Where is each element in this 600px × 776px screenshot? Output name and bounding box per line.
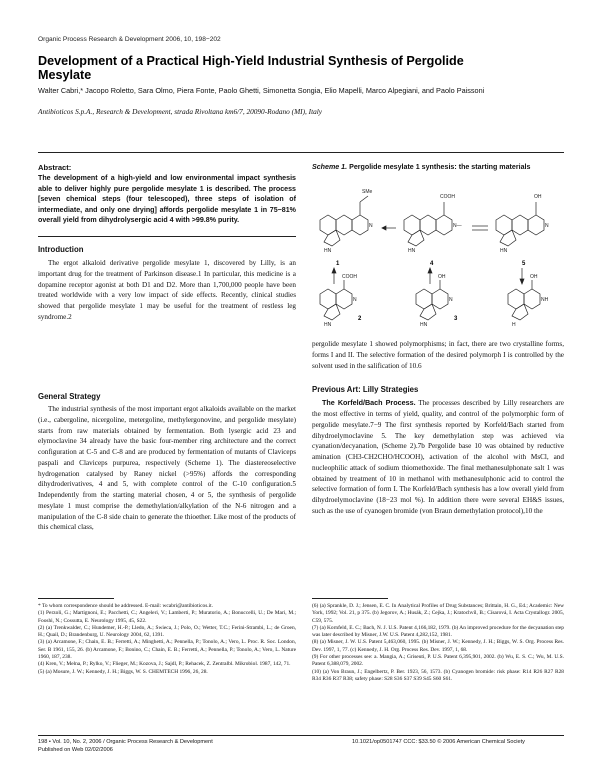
abstract-heading: Abstract: bbox=[38, 163, 72, 172]
footnote-2: (2) (a) Trenkwalder, C.; Hundemer, H.-P.; Lledo, A.; Swieca, J.; Polo, O.; Wetter, T.C.; Ferini-Strambi, L.; de Groen, H.; Quail, D.; Brandenburg, U. Neurology 2004, 62, 1391. bbox=[38, 624, 296, 639]
structure-elymoclavine-3 bbox=[416, 274, 458, 328]
previous-art-heading: Previous Art: Lilly Strategies bbox=[312, 385, 419, 395]
general-strategy-section bbox=[38, 392, 296, 533]
footnote-6: (6) (a) Sprankle, D. J.; Jensen, E. C. In Analytical Profiles of Drug Substances; Brittain, H. G., Ed.; Academic: New York, 1992; Vol. 21, p 375. (b) Jegorov, A.; Husák, Z.; Cejka, J.; Kratochvíl, B.; Císarová, I. Acta Crystallogr. 2005, C59, 575. bbox=[312, 603, 564, 624]
compound-label-3: 3 bbox=[454, 316, 458, 322]
abstract-text: The development of a high-yield and low environmental impact synthesis able to deliver highly pure pergolide mesylate 1 is described. The process [seven chemical steps (four telescoped), three steps of isolation of intermediate, and only one drying] affords pergolide mesylate 1 in 75−81% overall yield from dihydrolysergic acid 4 with >99.8% purity. bbox=[38, 174, 296, 225]
footer-left-line1: 198 • Vol. 10, No. 2, 2006 / Organic Process Research & Development bbox=[38, 739, 213, 745]
compound-label-5: 5 bbox=[522, 261, 526, 267]
footnote-8: (8) (a) Misner, J. W. U.S. Patent 5,463,060, 1995. (b) Misner, J. W.; Kennedy, J. H.; Biggs, W. S. Org. Process Res. Dev. 1997, 1, 77. (c) Kennedy, J. H. Org. Process Res. Dev. 1997, 1, 68. bbox=[312, 639, 564, 653]
footnote-9: (9) For other processes see: a. Mangia, A.; Griseuti, P. U.S. Patent 6,395,901, 2002. (b) Wu, E. S. C.; Wu, M. U.S. Patent 6,388,079, 2002. bbox=[312, 654, 564, 668]
scheme-caption-text: Pergolide mesylate 1 synthesis: the starting materials bbox=[349, 163, 531, 171]
arrowhead-left bbox=[382, 226, 386, 230]
footnotes-left bbox=[38, 603, 296, 676]
introduction-text: The ergot alkaloid derivative pergolide mesylate 1, discovered by Lilly, is an important drug for the treatment of Parkinson disease.1 In particular, this medicine is a dopamine receptor agonist at both D1 and D2. More than 1,700,000 people have been treated worldwide with a very low impact of side effects. Recently, clinical studies showed that pergolide mesylate 1 may be useful for the treatment of restless leg syndrome.2 bbox=[38, 259, 296, 321]
abstract-divider bbox=[38, 236, 296, 237]
footnote-correspondence: * To whom correspondence should be addressed. E-mail: wcabri@antibioticos.it. bbox=[38, 603, 213, 609]
atom-h-lower: H bbox=[512, 322, 516, 328]
continuation-text: pergolide mesylate 1 showed polymorphisms; in fact, there are two crystalline forms, forms I and II. The selective formation of the desired polymorph I is controlled by the solvent used in the salification of 10.6 bbox=[312, 340, 564, 370]
footnotes-right bbox=[312, 603, 564, 683]
atom-nh-lower: NH bbox=[541, 297, 549, 303]
affiliation: Antibioticos S.p.A., Research & Development, strada Rivoltana km6/7, 20090-Rodano (MI), Italy bbox=[38, 107, 323, 116]
footer-divider bbox=[38, 735, 564, 736]
footer-left-line2: Published on Web 02/02/2006 bbox=[38, 747, 113, 753]
scheme-caption bbox=[312, 163, 562, 172]
footnote-10: (10) (a) Von Braun, J.; Engelbertz, P. Ber. 1923, 56, 1573. (b) Cyanogen bromide: risk phase: R14 R26 R27 R28 R34 R36 R37 R38; safety phase: S28 S36 S37 S39 S45 S60 S61. bbox=[312, 668, 564, 682]
author-list: Walter Cabri,* Jacopo Roletto, Sara Olmo, Piera Fonte, Paolo Ghetti, Simonetta Songia, Elio Mapelli, Marco Alpegiani, and Paolo Paissoni bbox=[38, 86, 485, 95]
structure-dihydrolysergic-acid-4 bbox=[404, 194, 462, 267]
arrowhead-2-up bbox=[332, 268, 336, 273]
korfeld-heading: The Korfeld/Bach Process. bbox=[322, 398, 416, 408]
structure-dihydroelymoclavine-lower bbox=[508, 274, 549, 328]
footnote-3: (3) (a) Arcamone, F.; Chain, E. B.; Ferretti, A.; Minghetti, A.; Pennella, P.; Tonolo, A.; Vero, L. Proc. R. Soc. London, Ser. B 1961, 155, 26. (b) Arcamone, F.; Bonino, C.; Chain, E. B.; Ferretti, A.; Pennella, P.; Tonolo, A.; Vero, L. Nature 1960, 187, 238. bbox=[38, 639, 296, 661]
atom-hn-4: HN bbox=[408, 248, 416, 254]
compound-label-2: 2 bbox=[358, 316, 362, 322]
compound-label-1: 1 bbox=[336, 261, 340, 267]
atom-oh-5: OH bbox=[534, 194, 542, 200]
atom-hn-2: HN bbox=[324, 322, 332, 328]
structure-lysergic-acid-2 bbox=[320, 274, 362, 328]
atom-oh-3: OH bbox=[438, 274, 446, 280]
running-head: Organic Process Research & Development 2006, 10, 198−202 bbox=[38, 36, 221, 43]
atom-cooh-2: COOH bbox=[342, 274, 357, 280]
compound-label-4: 4 bbox=[430, 261, 434, 267]
footer-right-line: 10.1021/op0501747 CCC: $33.50 © 2006 American Chemical Society bbox=[352, 739, 525, 745]
structure-pergolide bbox=[320, 189, 373, 267]
atom-oh-lower: OH bbox=[530, 274, 538, 280]
general-strategy-text: The industrial synthesis of the most important ergot alkaloids available on the market (i.e., cabergoline, nicergoline, metergoline, methylergonovine, and pergolide mesylate) starts from raw materials obtained by fermentation. Both lysergic acid 23 and elymoclavine 34 already have the basic four-member ring architecture and the correct configuration at C-5 and C-8 and are produced by fermentation of mutants of Claviceps paspali and Claviceps purpurea, respectively (Scheme 1). The diastereoselective hydrogenation catalysed by Raney nickel (>95%) affords the corresponding dihydroderivatives, 4 and 5, with complete control of the C-10 configuration.5 Independently from the starting material chosen, 4 or 5, the synthesis of pergolide mesylate 1 must comprise the demethylation/alkylation of the N-6 nitrogen and a manipulation of the C-8 side chain to generate the thioether. Like most of the products of this chemical class, bbox=[38, 405, 296, 532]
footnote-7: (7) (a) Kornfeld, E. C.; Bach, N. J. U.S. Patent 4,166,182, 1979. (b) An improved procedure for the decyanation step was later described by Misner, J.W. U.S. Patent 4,282,152, 1981. bbox=[312, 624, 564, 639]
article-title: Development of a Practical High-Yield Industrial Synthesis of Pergolide Mesylate bbox=[38, 54, 464, 82]
atom-n-1: N bbox=[369, 223, 373, 229]
footnote-divider-left bbox=[38, 598, 114, 599]
scheme-1-structures bbox=[312, 180, 564, 328]
introduction-heading: Introduction bbox=[38, 245, 84, 254]
footnote-1: (1) Perzoli, G.; Martignoni, E.; Pacchetti, C.; Angeleri, V.; Lamberti, P.; Muratorio, A.; Bonuccelli, U.; De Mari, M.; Fooshi, N.; Cossutta, E. Neurology 1995, 45, S22. bbox=[38, 610, 296, 624]
korfeld-text: The processes described by Lilly researchers are the most effective in terms of yield, quality, and control of the polymorphic form of pergolide mesylate.7−9 The first synthesis reported by Korfeld/Bach started from dihydroelymoclavine 5. The key demethylation step was achieved via cyanation/decyanation, (Scheme 2).7b Pergolide base 10 was obtained by reductive amination (CH3-CH2CHO/HCOOH), activation of the alcohol with MsCl, and nucleophilic attack of sodium thiomethoxide. The final methanesulphonate salt 1 was obtained by treatment of 10 in methanol with methanesulphonic acid to control the selective formation of form I. The Korfeld/Bach synthesis has a low overall yield from dihydroelymoclavine (18−23 mol %). In addition there were several EH&S issues, such as the use of cyanogen bromide (von Braun demethylation protocol),10 the bbox=[312, 399, 564, 515]
arrowhead-3-up bbox=[428, 268, 432, 273]
footnote-divider-right bbox=[312, 598, 388, 599]
atom-n-2: N bbox=[353, 297, 357, 303]
atom-hn-1: HN bbox=[324, 248, 332, 254]
structure-dihydroelymoclavine-5 bbox=[496, 194, 549, 267]
atom-n-4: N— bbox=[453, 223, 462, 229]
footnote-5: (5) (a) Mosure, J. W.; Kennedy, J. H.; Biggs, W. S. CHEMTECH 1996, 26, 28. bbox=[38, 668, 208, 675]
atom-hn-3: HN bbox=[420, 322, 428, 328]
korfeld-paragraph bbox=[312, 398, 564, 516]
atom-n-5: N bbox=[545, 223, 549, 229]
atom-n-3: N bbox=[449, 297, 453, 303]
atom-hn-5: HN bbox=[500, 248, 508, 254]
general-strategy-heading: General Strategy bbox=[38, 392, 101, 401]
arrowhead-5-down bbox=[520, 279, 524, 284]
introduction-section bbox=[38, 245, 296, 323]
scheme-label: Scheme 1. bbox=[312, 163, 348, 171]
header-divider bbox=[38, 152, 564, 153]
right-column bbox=[312, 339, 564, 517]
atom-cooh-4: COOH bbox=[440, 194, 455, 200]
footnote-4: (4) Kren, V.; Melna, P.; Rylko, V.; Flieger, M.; Kozova, J.; Sajdl, P.; Rehacek, Z. Zentralbl. Mikrobiol. 1987, 142, 71. bbox=[38, 661, 291, 668]
atom-sme-1: SMe bbox=[362, 189, 373, 195]
